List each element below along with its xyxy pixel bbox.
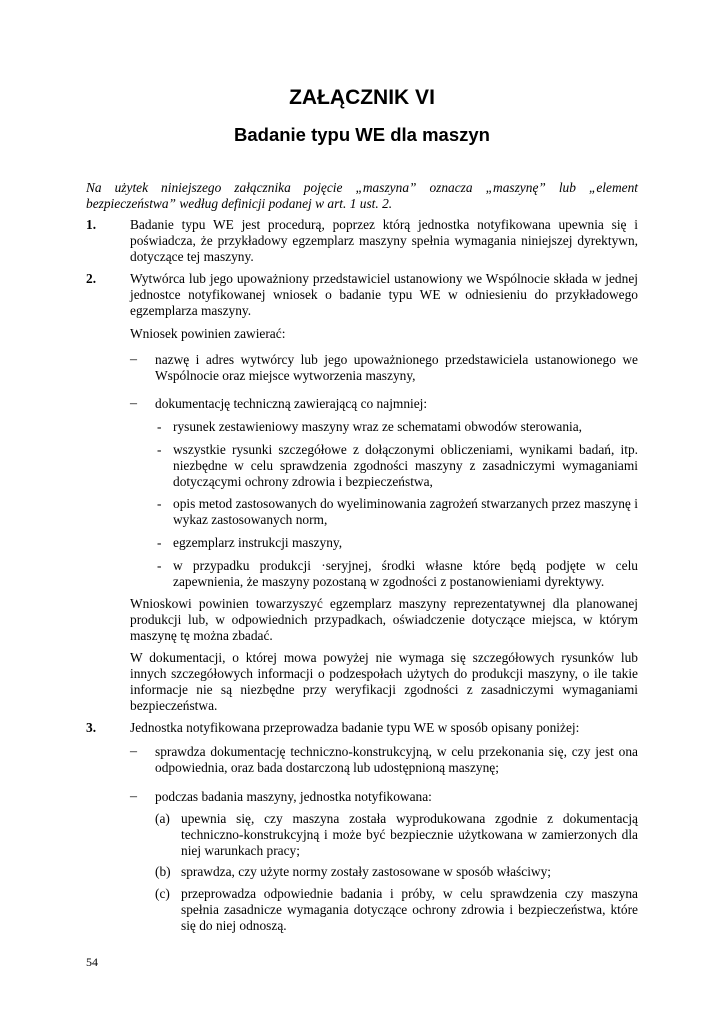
docs-paragraph: W dokumentacji, o której mowa powyżej nie wymaga się szczegółowych rysunków lub innych szczegółowych informacji o podzespołach użytych do produkcji maszyny, o ile takie informacje nie są niezbędne przy weryfikacji zgodności z zasadniczymi wymaganiami bezpieczeństwa.	[130, 650, 638, 713]
page-number: 54	[86, 955, 98, 969]
sub-item: w przypadku produkcji ·seryjnej, środki własne które będą podjęte w celu zapewnienia, że maszyny pozostaną w zgodności z postanowieniami dyrektywy.	[173, 558, 638, 589]
intro-paragraph: Na użytek niniejszego załącznika pojęcie „maszyna” oznacza „maszynę” lub „element bezpieczeństwa” według definicji podanej w art. 1 ust. 2.	[86, 180, 638, 211]
item-label: (c)	[155, 886, 170, 901]
sub-item: rysunek zestawieniowy maszyny wraz ze schematami obwodów sterowania,	[173, 419, 583, 434]
dash-marker: –	[130, 744, 137, 759]
section-2-number: 2.	[86, 271, 97, 286]
item-label: (b)	[155, 864, 171, 879]
section-2-text: Wytwórca lub jego upoważniony przedstawiciel ustanowiony we Wspólnocie składa w jednej jednostce notyfikowanej wniosek o badanie typu WE w odniesieniu do przykładowego egzemplarza maszyny.	[130, 271, 638, 318]
sample-paragraph: Wnioskowi powinien towarzyszyć egzemplarz maszyny reprezentatywnej dla planowanej produkcji lub, w odpowiednich przypadkach, oświadczenie dotyczące miejsca, w którym maszynę tę można zbadać.	[130, 596, 638, 643]
hyphen-marker: -	[157, 558, 162, 573]
hyphen-marker: -	[157, 535, 162, 550]
sub-item: opis metod zastosowanych do wyeliminowania zagrożeń stwarzanych przez maszynę i wykaz zastosowanych norm,	[173, 496, 638, 527]
request-intro: Wniosek powinien zawierać:	[130, 326, 286, 341]
dash-item: nazwę i adres wytwórcy lub jego upoważnionego przedstawiciela ustanowionego we Wspólnocie oraz miejsce wytworzenia maszyny,	[155, 352, 638, 383]
sub-item: egzemplarz instrukcji maszyny,	[173, 535, 343, 550]
section-3-number: 3.	[86, 720, 97, 735]
hyphen-marker: -	[157, 496, 162, 511]
hyphen-marker: -	[157, 419, 162, 434]
dash-marker: –	[130, 396, 137, 411]
dash-item: podczas badania maszyny, jednostka notyfikowana:	[155, 789, 432, 804]
hyphen-marker: -	[157, 442, 162, 457]
annex-title: ZAŁĄCZNIK VI	[289, 86, 435, 109]
section-1-number: 1.	[86, 217, 97, 232]
item-label: (a)	[155, 811, 170, 826]
lettered-item: przeprowadza odpowiednie badania i próby, w celu sprawdzenia czy maszyna spełnia zasadnicze wymagania dotyczące ochrony zdrowia i bezpieczeństwa, które się do niej odnoszą.	[181, 886, 638, 933]
sub-item: wszystkie rysunki szczegółowe z dołączonymi obliczeniami, wynikami badań, itp. niezbędne w celu sprawdzenia zgodności maszyny z zasadniczymi wymaganiami dotyczącymi ochrony zdrowia i bezpieczeństwa,	[173, 442, 638, 489]
section-1-text: Badanie typu WE jest procedurą, poprzez którą jednostka notyfikowana upewnia się i poświadcza, że przykładowy egzemplarz maszyny spełnia wymagania niniejszej dyrektywn, dotyczące tej maszyny.	[130, 217, 638, 264]
lettered-item: upewnia się, czy maszyna została wyprodukowana zgodnie z dokumentacją techniczno-konstrukcyjną i może być bezpiecznie użytkowana w zamierzonych dla niej warunkach pracy;	[181, 811, 638, 858]
section-3-text: Jednostka notyfikowana przeprowadza badanie typu WE w sposób opisany poniżej:	[130, 720, 580, 735]
annex-subtitle: Badanie typu WE dla maszyn	[234, 124, 490, 145]
dash-marker: –	[130, 352, 137, 367]
dash-item: dokumentację techniczną zawierającą co najmniej:	[155, 396, 428, 411]
dash-marker: –	[130, 789, 137, 804]
lettered-item: sprawdza, czy użyte normy zostały zastosowane w sposób właściwy;	[181, 864, 552, 879]
dash-item: sprawdza dokumentację techniczno-konstrukcyjną, w celu przekonania się, czy jest ona odpowiednia, oraz bada dostarczoną lub udostępnioną maszynę;	[155, 744, 638, 775]
